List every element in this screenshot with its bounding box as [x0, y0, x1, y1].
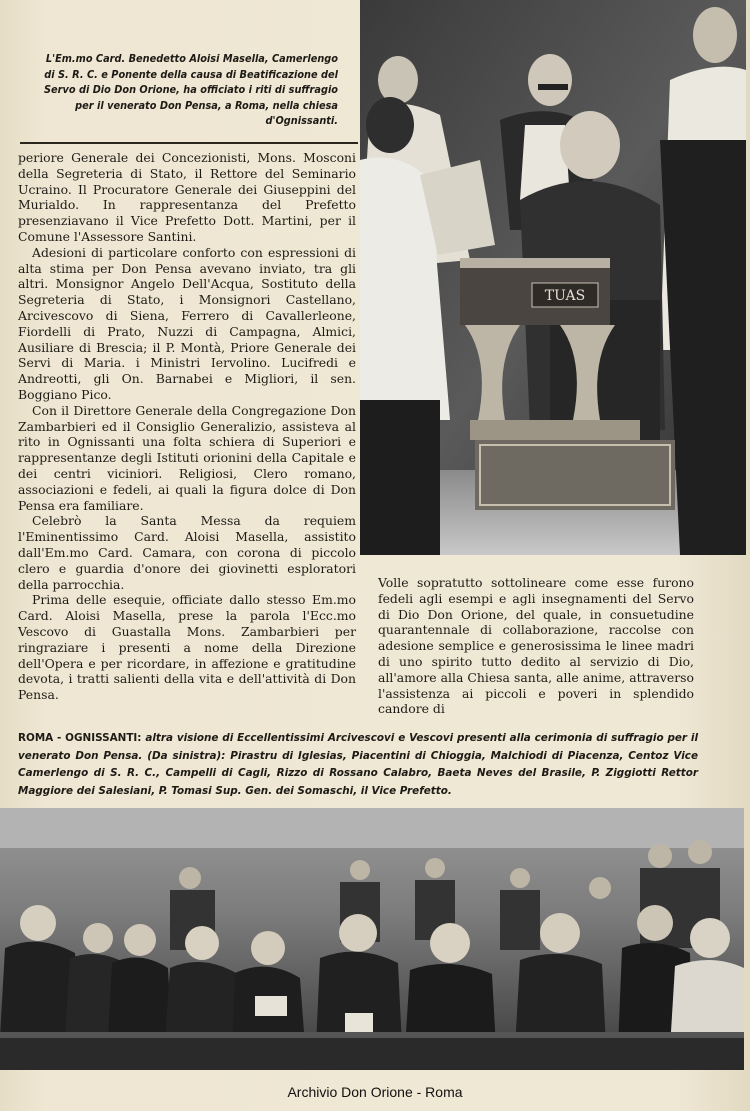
article-right-column: [378, 575, 694, 717]
archive-footer: Archivio Don Orione - Roma: [287, 1084, 463, 1100]
paragraph: Prima delle esequie, officiate dallo stesso Em.mo Card. Aloisi Masella, prese la parola l'Ecc.mo Vescovo di Guastalla Mons. Zambarbieri per ringraziare i presenti a nome della Direzione dell'Opera e per ricordare, in affezione e gratitudine devota, i tratti salienti della vita e dell'attività di Don Pensa.: [18, 592, 356, 703]
article-left-column: [18, 150, 356, 703]
caption-text: altra visione di Eccellentissimi Arcivescovi e Vescovi presenti alla cerimonia di suffragio per il venerato Don Pensa. (Da sinistra): Pirastru di Iglesias, Piacentini di Chioggia, Malchiodi di Piacenza, Centoz Vice Camerlengo di S. R. C., Campelli di Cagli, Rizzo di Rossano Calabro, Baeta Neves del Brasile, P. Ziggiotti Rettor Maggiore dei Salesiani, P. Tomasi Sup. Gen. dei Somaschi, il Vice Prefetto.: [18, 732, 699, 797]
top-photo-caption: L'Em.mo Card. Benedetto Aloisi Masella, Camerlengo di S. R. C. e Ponente della causa di Beatificazione del Servo di Dio Don Orione, ha officiato i riti di suffragio per il venerato Don Pensa, a Roma, nella chiesa d'Ognissanti.: [44, 53, 339, 128]
paragraph: Adesioni di particolare conforto con espressioni di alta stima per Don Pensa avevano inviato, tra gli altri. Monsignor Angelo Dell'Acqua, Sostituto della Segreteria di Stato, i Monsignori Castellano, Arcivescovo di Siena, Ferrero di Cavallerleone, Fiordelli di Prato, Nuzzi di Campagna, Almici, Ausiliare di Brescia; il P. Montà, Priore Generale dei Servi di Maria. i Ministri Iervolino. Lucifredi e Andreotti, gli On. Barnabei e Migliori, il sen. Boggiano Pico.: [18, 244, 356, 402]
paragraph: Volle sopratutto sottolineare come esse furono fedeli agli esempi e agli insegnamenti del Servo di Dio Don Orione, del quale, in consuetudine quarantennale di collaborazione, raccolse con adesione semplice e generosissima le linee madri di uno spirito tutto dedito al servizio di Dio, all'amore alla Chiesa santa, alle anime, attraverso l'assistenza ai piccoli e poveri in splendido candore di: [378, 575, 694, 717]
caption-divider: [20, 142, 358, 144]
caption-location: ROMA - OGNISSANTI:: [18, 732, 142, 744]
bottom-photo-caption: [18, 730, 698, 800]
paragraph: Con il Direttore Generale della Congregazione Don Zambarbieri ed il Consiglio Generalizio, assisteva al rito in Ognissanti una folta schiera di Superiori e rappresentanze degli Istituti orionini della Capitale e dei centri viciniori. Religiosi, Clero romano, associazioni e fedeli, ai quali la figura dolce di Don Pensa era familiare.: [18, 402, 356, 513]
photo-bishops-seated: [0, 808, 744, 1070]
paragraph: periore Generale dei Concezionisti, Mons. Mosconi della Segreteria di Stato, il Rettore del Seminario Ucraino. Il Procuratore Generale dei Giuseppini del Murialdo. In rappresentanza del Prefetto presenziavano il Vice Prefetto Dott. Martini, per il Comune l'Assessore Santini.: [18, 150, 356, 244]
altar-inscription: TUAS: [544, 288, 586, 304]
photo-cardinal-officiating: [360, 0, 746, 555]
paragraph: Celebrò la Santa Messa da requiem l'Eminentissimo Card. Aloisi Masella, assistito dall'Em.mo Card. Camara, con corona di piccolo clero e guardia d'onore dei giovinetti esploratori della parrocchia.: [18, 513, 356, 592]
